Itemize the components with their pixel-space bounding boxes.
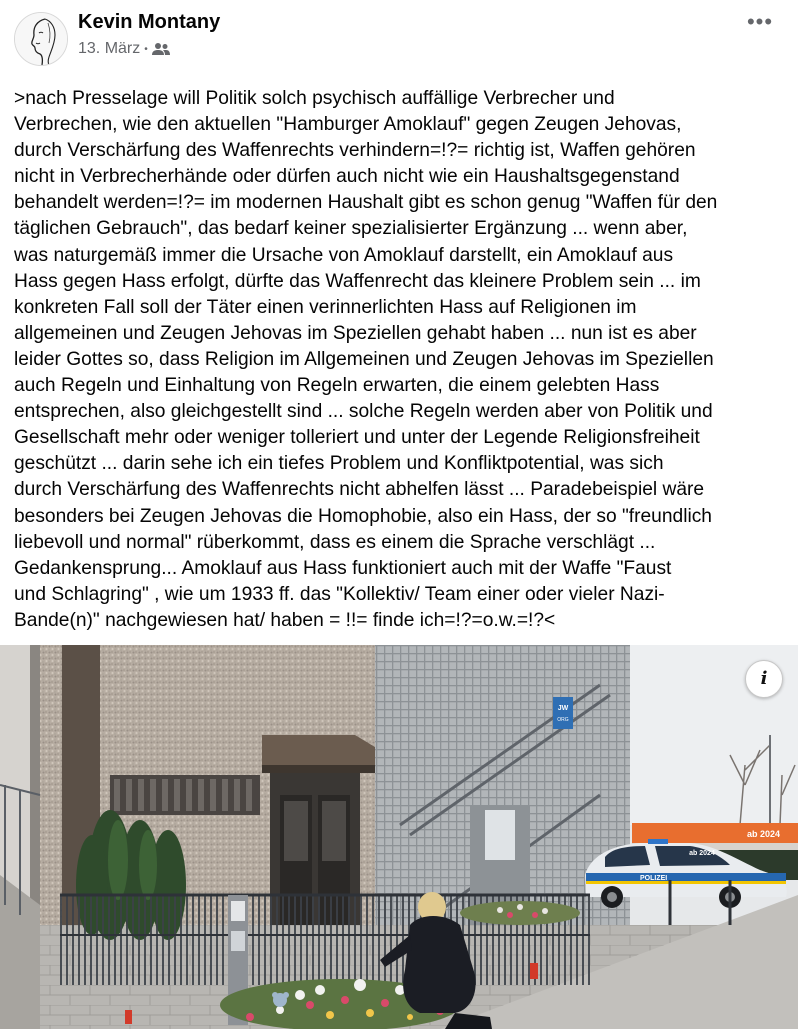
avatar[interactable] xyxy=(14,12,68,66)
post-photo[interactable] xyxy=(0,645,798,1029)
svg-text:ab 2024: ab 2024 xyxy=(689,850,715,857)
meta-separator: • xyxy=(144,43,148,55)
avatar-sketch-icon xyxy=(15,13,67,65)
svg-text:ORG: ORG xyxy=(557,717,569,723)
photo-scene xyxy=(0,645,798,1029)
svg-text:ab 2024: ab 2024 xyxy=(746,829,780,839)
post-meta xyxy=(78,40,170,58)
friends-icon[interactable] xyxy=(152,42,170,56)
police-text: POLIZEI xyxy=(640,875,668,882)
post-date[interactable]: 13. März xyxy=(78,40,141,57)
more-options-icon[interactable]: ••• xyxy=(746,9,774,34)
jw-sign-text: JW xyxy=(557,705,569,712)
info-icon[interactable]: i xyxy=(745,660,783,698)
author-name[interactable]: Kevin Montany xyxy=(78,11,221,33)
post-text: >nach Presselage will Politik solch psychisch auffällige Verbrecher und Verbrechen, wie den aktuellen "Hamburger Amoklauf" gegen Zeugen Jehovas, durch Verschärfung des Waffenrechts verhindern=!?= richtig ist, Waffen gehören nicht in Verbrecherhände oder dürfen auch nicht wie ein Haushaltsgegenstand behandelt werden=!?= im modernen Haushalt gibt es schon genug "Waffen für den täglichen Gebrauch", das bedarf keiner spezialisierter Ergänzung ... wenn aber, was naturgemäß immer die Ursache von Amoklauf darstellt, ein Amoklauf aus Hass gegen Hass erfolgt, dürfte das Waffenrecht das kleinere Problem sein ... im konkreten Fall soll der Täter einen verinnerlichten Hass auf Religionen im allgemeinen und Zeugen Jehovas im Speziellen gehabt haben ... nun ist es aber leider Gottes so, dass Religion im Allgemeinen und Zeugen Jehovas im Speziellen auch Regeln und Einhaltung von Regeln erwarten, die einem gelebten Hass entsprechen, also gleichgestellt sind ... solche Regeln werden aber von Politik und Gesellschaft mehr oder weniger tolleriert und unter der Legende Religionsfreiheit geschützt ... darin sehe ich ein tiefes Problem und Konfliktpotential, was sich durch Verschärfung des Waffenrechts nicht abhelfen lässt ... Paradebeispiel wäre besonders bei Zeugen Jehovas die Homophobie, also ein Hass, der so "freundlich liebevoll und normal" rüberkommt, dass es einem die Sprache verschlägt ... Gedankensprung... Amoklauf aus Hass funktioniert auch mit der Waffe "Faust und Schlagring" , wie um 1933 ff. das "Kollektiv/ Team einer oder vieler Nazi- Bande(n)" nachgewiesen hat/ haben = !!= finde ich=!?=o.w.=!?< xyxy=(14,88,718,631)
post-header xyxy=(0,0,798,80)
